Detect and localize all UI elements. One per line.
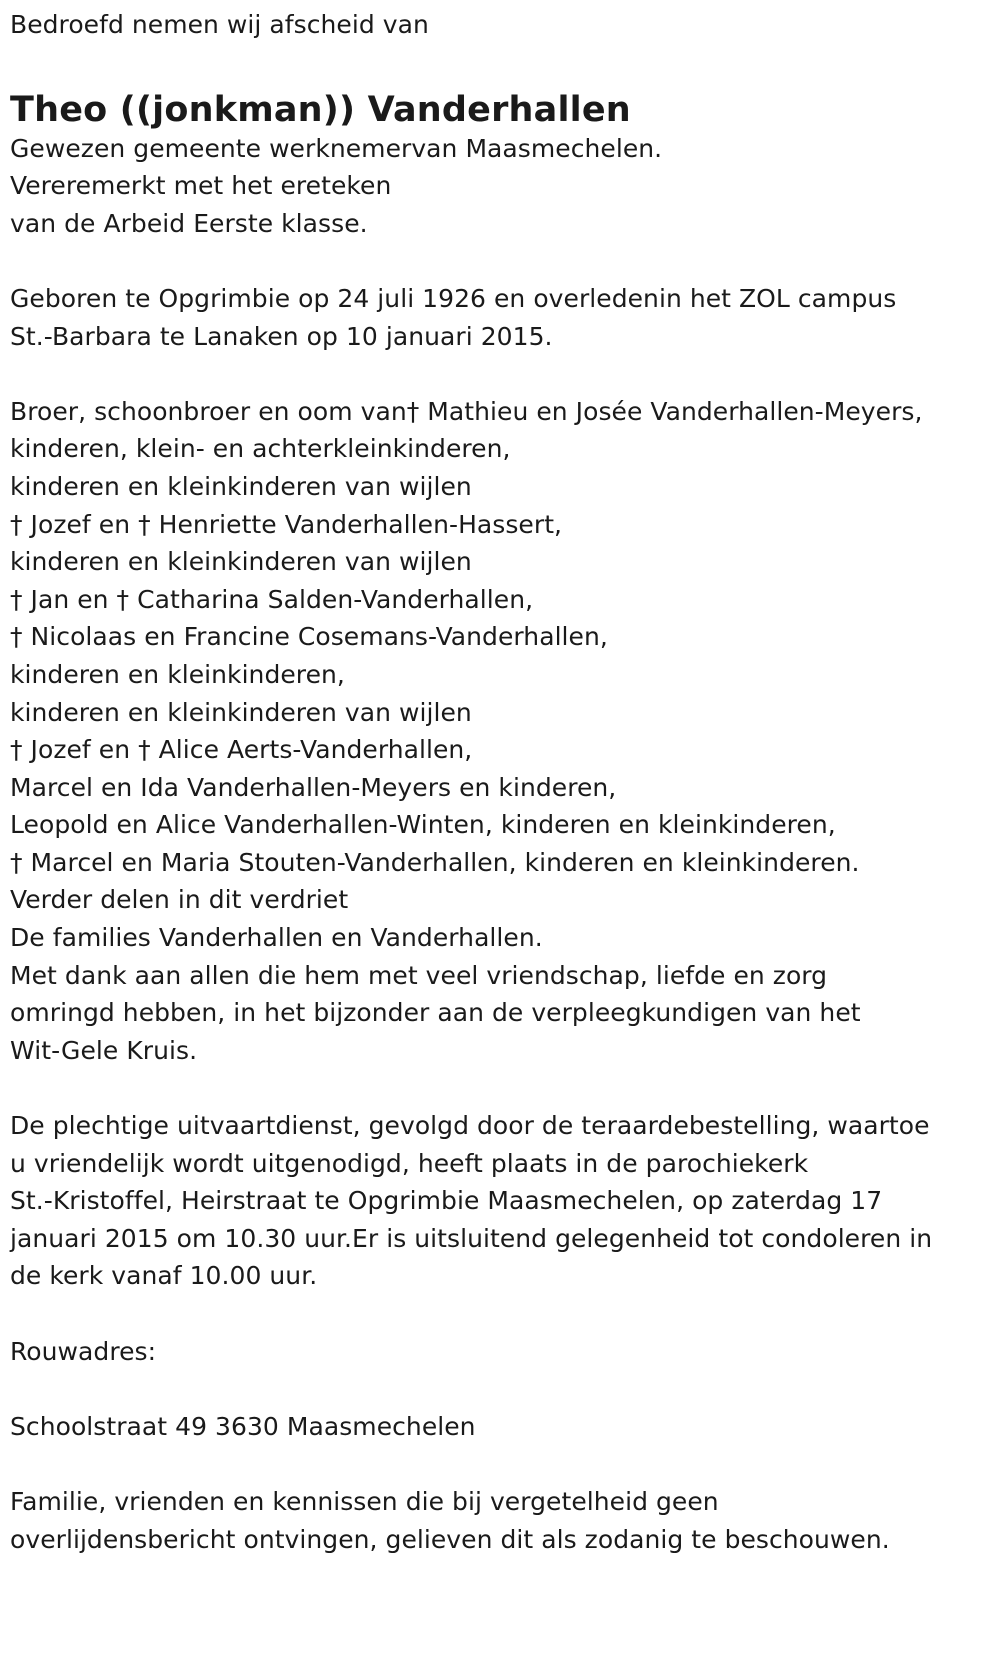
family-line: kinderen, klein- en achterkleinkinderen, — [10, 434, 511, 464]
closing-line: Familie, vrienden en kennissen die bij vergetelheid geen — [10, 1486, 719, 1516]
spacer — [10, 1445, 990, 1483]
family-line: kinderen en kleinkinderen van wijlen — [10, 697, 472, 727]
family-line: † Jozef en † Alice Aerts-Vanderhallen, — [10, 735, 473, 765]
birth-death-line: Geboren te Opgrimbie op 24 juli 1926 en overledenin het ZOL campus — [10, 283, 897, 313]
family-line: Met dank aan allen die hem met veel vriendschap, liefde en zorg — [10, 960, 828, 990]
deceased-name: Theo ((jonkman)) Vanderhallen — [10, 89, 631, 130]
spacer — [10, 1295, 990, 1333]
spacer — [10, 1370, 990, 1408]
funeral-line: januari 2015 om 10.30 uur.Er is uitsluitend gelegenheid tot condoleren in — [10, 1223, 933, 1253]
funeral-line: St.-Kristoffel, Heirstraat te Opgrimbie Maasmechelen, op zaterdag 17 — [10, 1186, 883, 1216]
family-line: Leopold en Alice Vanderhallen-Winten, kinderen en kleinkinderen, — [10, 810, 836, 840]
address-text: Schoolstraat 49 3630 Maasmechelen — [10, 1411, 476, 1441]
intro-text: Bedroefd nemen wij afscheid van — [10, 10, 429, 39]
spacer — [10, 355, 990, 393]
description-line: van de Arbeid Eerste klasse. — [10, 208, 368, 238]
family-line: Marcel en Ida Vanderhallen-Meyers en kinderen, — [10, 772, 617, 802]
spacer — [10, 242, 990, 280]
family-line: † Jozef en † Henriette Vanderhallen-Hassert, — [10, 509, 563, 539]
closing-line: overlijdensbericht ontvingen, gelieven dit als zodanig te beschouwen. — [10, 1524, 890, 1554]
birth-death-line: St.-Barbara te Lanaken op 10 januari 2015. — [10, 321, 553, 351]
spacer — [10, 1069, 990, 1107]
address-label: Rouwadres: — [10, 1336, 157, 1366]
family-line: kinderen en kleinkinderen van wijlen — [10, 471, 472, 501]
family-line: kinderen en kleinkinderen, — [10, 659, 345, 689]
birth-death-block — [10, 280, 990, 355]
family-line: † Nicolaas en Francine Cosemans-Vanderhallen, — [10, 622, 608, 652]
family-line: Verder delen in dit verdriet — [10, 885, 349, 915]
family-line: kinderen en kleinkinderen van wijlen — [10, 547, 472, 577]
funeral-line: de kerk vanaf 10.00 uur. — [10, 1261, 318, 1291]
funeral-line: u vriendelijk wordt uitgenodigd, heeft plaats in de parochiekerk — [10, 1148, 809, 1178]
closing-block — [10, 1483, 990, 1558]
family-line: omringd hebben, in het bijzonder aan de verpleegkundigen van het — [10, 998, 861, 1028]
funeral-line: De plechtige uitvaartdienst, gevolgd door de teraardebestelling, waartoe — [10, 1111, 930, 1141]
description-block — [10, 130, 990, 243]
funeral-block — [10, 1107, 990, 1295]
family-line: † Jan en † Catharina Salden-Vanderhallen, — [10, 584, 534, 614]
description-line: Vereremerkt met het ereteken — [10, 171, 392, 201]
family-line: De families Vanderhallen en Vanderhallen. — [10, 923, 543, 953]
family-line: † Marcel en Maria Stouten-Vanderhallen, kinderen en kleinkinderen. — [10, 847, 860, 877]
family-block — [10, 393, 990, 1070]
description-line: Gewezen gemeente werknemervan Maasmechelen. — [10, 133, 663, 163]
family-line: Broer, schoonbroer en oom van† Mathieu en Josée Vanderhallen-Meyers, — [10, 396, 923, 426]
family-line: Wit-Gele Kruis. — [10, 1035, 198, 1065]
